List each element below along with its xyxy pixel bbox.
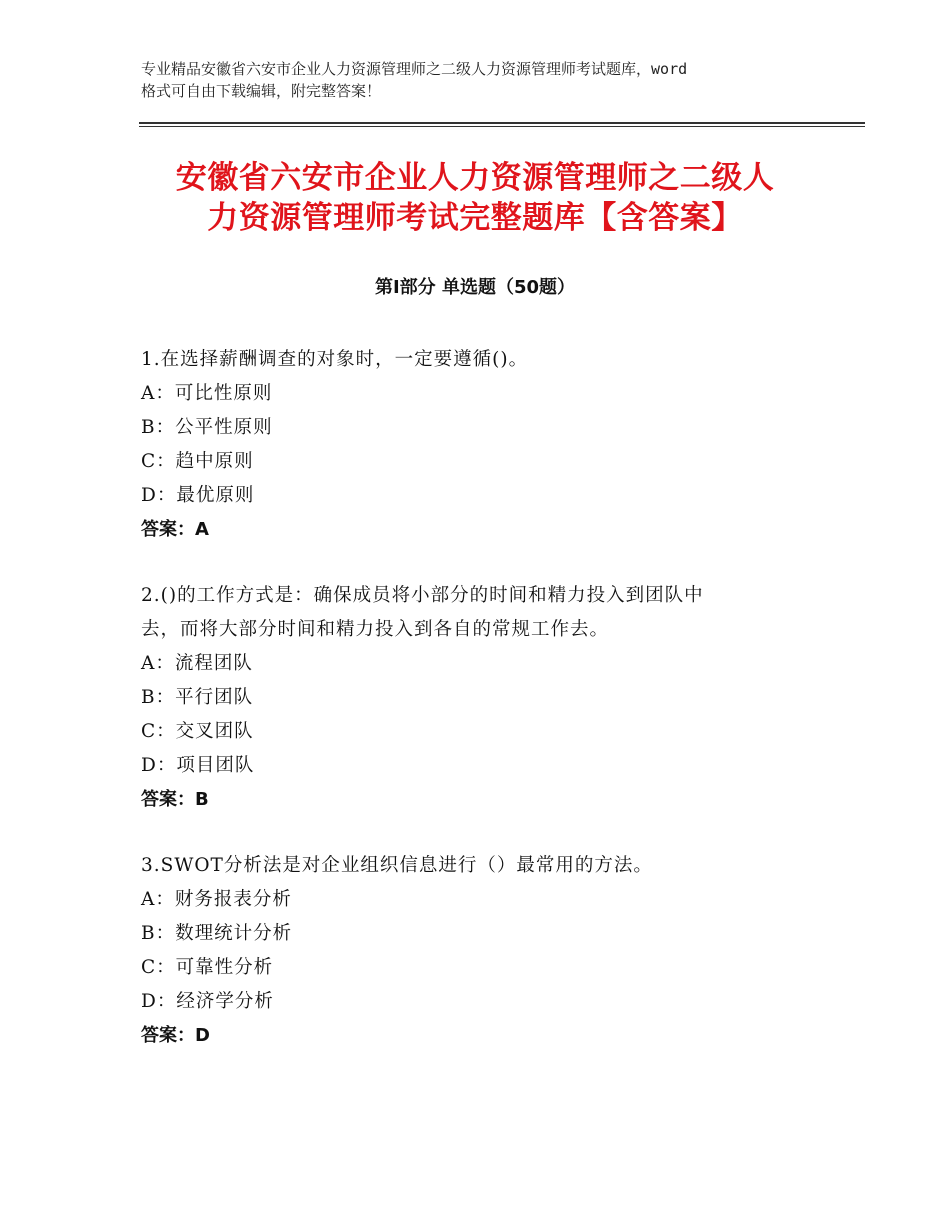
question-3 [141,849,791,1053]
question-1 [141,343,791,547]
option-b: B：数理统计分析 [141,923,293,944]
answer-label: 答案：D [141,1025,210,1046]
section-title: 第Ⅰ部分 单选题（50题） [374,277,575,298]
option-a: A：流程团队 [141,653,253,674]
question-stem-line-2: 去，而将大部分时间和精力投入到各自的常规工作去。 [141,619,610,640]
question-stem: 1.在选择薪酬调查的对象时，一定要遵循()。 [141,349,529,370]
header-note [141,58,841,102]
header-note-line-1: 专业精品安徽省六安市企业人力资源管理师之二级人力资源管理师考试题库，word [141,60,688,78]
header-divider-thick [139,122,865,124]
question-list [141,343,791,1085]
header-divider-thin [139,126,865,127]
option-d: D：经济学分析 [141,991,274,1012]
document-title-line-2: 力资源管理师考试完整题库【含答案】 [207,200,743,236]
option-d: D：最优原则 [141,485,255,506]
option-d: D：项目团队 [141,755,255,776]
question-2 [141,579,791,817]
option-b: B：公平性原则 [141,417,273,438]
option-c: C：交叉团队 [141,721,254,742]
question-stem-line-1: 2.()的工作方式是：确保成员将小部分的时间和精力投入到团队中 [141,585,704,606]
document-title-line-1: 安徽省六安市企业人力资源管理师之二级人 [175,160,775,196]
question-stem: 3.SWOT分析法是对企业组织信息进行（）最常用的方法。 [141,855,653,876]
option-b: B：平行团队 [141,687,254,708]
option-a: A：财务报表分析 [141,889,292,910]
answer-label: 答案：A [141,519,209,540]
option-c: C：可靠性分析 [141,957,274,978]
header-note-line-2: 格式可自由下载编辑，附完整答案！ [141,82,382,100]
document-title [100,158,850,238]
option-c: C：趋中原则 [141,451,254,472]
option-a: A：可比性原则 [141,383,273,404]
answer-label: 答案：B [141,789,209,810]
